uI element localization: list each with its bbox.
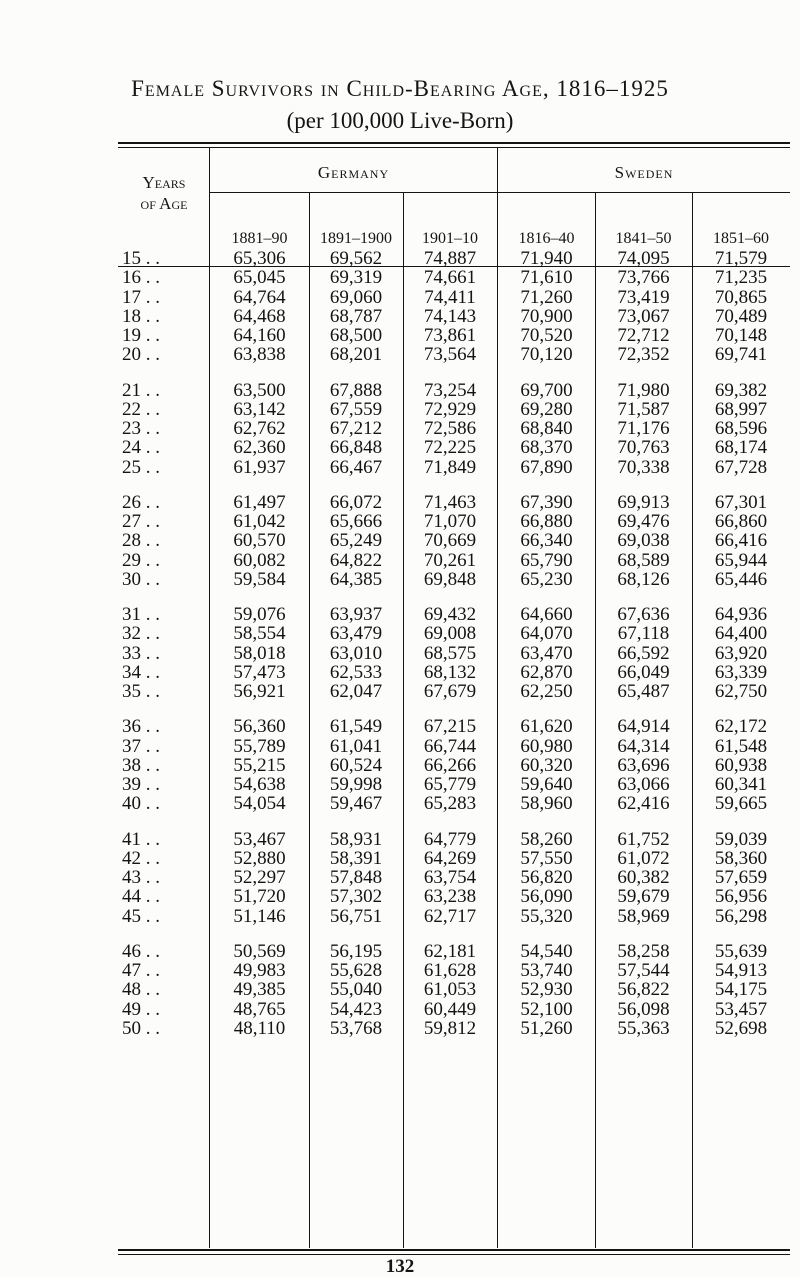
age-cell: 28 . . — [122, 530, 160, 552]
age-cell: 40 . . — [122, 793, 160, 815]
value-cell: 56,751 — [329, 905, 383, 927]
age-cell: 48 . . — [122, 979, 160, 1001]
period-header: 1816–40 — [518, 230, 575, 247]
age-cell: 36 . . — [122, 716, 160, 738]
value-cell: 64,400 — [714, 623, 768, 645]
age-cell: 24 . . — [122, 437, 160, 459]
sweden-header: Sweden — [614, 163, 674, 182]
value-cell: 68,126 — [617, 568, 670, 590]
age-cell: 27 . . — [122, 511, 160, 532]
page-title: Female Survivors in Child-Bearing Age, 1816–1925 — [131, 76, 669, 101]
value-cell: 65,666 — [329, 511, 383, 532]
value-cell: 60,341 — [714, 774, 768, 795]
age-cell: 30 . . — [122, 568, 160, 590]
age-cell: 42 . . — [122, 847, 160, 869]
age-cell: 43 . . — [122, 867, 160, 888]
value-cell: 49,385 — [233, 979, 286, 1001]
value-cell: 62,181 — [423, 940, 477, 962]
age-cell: 49 . . — [122, 998, 160, 1020]
value-cell: 64,914 — [617, 716, 670, 738]
value-cell: 59,665 — [714, 793, 768, 815]
value-cell: 56,298 — [714, 905, 768, 927]
age-cell: 21 . . — [122, 379, 160, 401]
value-cell: 62,533 — [329, 661, 383, 683]
value-cell: 57,544 — [617, 960, 670, 981]
value-cell: 53,457 — [714, 998, 768, 1020]
value-cell: 67,215 — [423, 716, 477, 738]
value-cell: 68,174 — [714, 437, 768, 459]
value-cell: 72,712 — [617, 325, 670, 346]
value-cell: 63,142 — [233, 398, 286, 420]
value-cell: 55,040 — [329, 979, 383, 1001]
value-cell: 60,382 — [617, 867, 670, 888]
age-cell: 16 . . — [122, 267, 160, 289]
value-cell: 69,319 — [329, 267, 383, 289]
value-cell: 63,500 — [233, 379, 286, 401]
value-cell: 68,500 — [329, 325, 383, 346]
value-cell: 69,562 — [329, 248, 383, 269]
value-cell: 60,980 — [520, 735, 573, 757]
value-cell: 60,082 — [233, 549, 286, 571]
value-cell: 69,038 — [617, 530, 670, 552]
page-number: 132 — [385, 1256, 415, 1277]
age-cell: 29 . . — [122, 549, 160, 571]
value-cell: 71,176 — [617, 418, 670, 439]
value-cell: 61,549 — [329, 716, 383, 738]
age-cell: 44 . . — [122, 886, 160, 908]
value-cell: 48,110 — [233, 1017, 286, 1039]
table-row — [0, 344, 800, 366]
value-cell: 55,363 — [617, 1017, 670, 1039]
value-cell: 64,660 — [520, 604, 573, 625]
value-cell: 69,280 — [520, 398, 573, 420]
value-cell: 59,584 — [233, 568, 286, 590]
age-cell: 46 . . — [122, 940, 160, 962]
value-cell: 58,960 — [520, 793, 573, 815]
period-header: 1901–10 — [422, 230, 478, 247]
value-cell: 56,098 — [617, 998, 670, 1020]
value-cell: 63,010 — [329, 642, 383, 664]
value-cell: 63,754 — [423, 867, 477, 888]
value-cell: 65,306 — [233, 248, 286, 269]
value-cell: 67,212 — [329, 418, 383, 439]
value-cell: 53,467 — [233, 828, 286, 850]
value-cell: 63,066 — [617, 774, 670, 795]
table-top-rule-thin — [118, 147, 790, 148]
value-cell: 57,302 — [329, 886, 383, 908]
value-cell: 65,790 — [520, 549, 573, 571]
value-cell: 62,250 — [520, 681, 573, 702]
value-cell: 65,446 — [714, 568, 768, 590]
value-cell: 70,148 — [714, 325, 768, 346]
value-cell: 73,419 — [617, 286, 670, 308]
value-cell: 70,669 — [423, 530, 477, 552]
value-cell: 74,887 — [423, 248, 477, 269]
table-row — [0, 1018, 800, 1040]
value-cell: 62,750 — [714, 681, 768, 702]
value-cell: 74,411 — [424, 286, 476, 308]
value-cell: 61,041 — [329, 735, 383, 757]
value-cell: 63,238 — [423, 886, 477, 908]
value-cell: 71,940 — [520, 248, 573, 269]
value-cell: 69,008 — [423, 623, 477, 645]
value-cell: 73,067 — [617, 305, 670, 327]
value-cell: 66,880 — [520, 511, 573, 532]
value-cell: 64,764 — [233, 286, 286, 308]
value-cell: 67,559 — [329, 398, 383, 420]
value-cell: 66,072 — [329, 491, 383, 513]
value-cell: 60,938 — [714, 754, 768, 776]
value-cell: 51,720 — [233, 886, 286, 908]
value-cell: 67,636 — [617, 604, 670, 625]
value-cell: 55,215 — [233, 754, 286, 776]
value-cell: 66,049 — [617, 661, 670, 683]
value-cell: 66,744 — [423, 735, 477, 757]
value-cell: 71,070 — [423, 511, 477, 532]
value-cell: 63,479 — [329, 623, 383, 645]
value-cell: 68,787 — [329, 305, 383, 327]
value-cell: 52,297 — [233, 867, 286, 888]
page-subtitle: (per 100,000 Live-Born) — [286, 108, 514, 133]
value-cell: 67,390 — [520, 491, 573, 513]
value-cell: 70,338 — [617, 456, 670, 478]
age-cell: 47 . . — [122, 960, 160, 981]
period-header: 1881–90 — [231, 230, 288, 247]
table-row — [0, 906, 800, 928]
value-cell: 66,848 — [329, 437, 383, 459]
value-cell: 71,610 — [520, 267, 573, 289]
value-cell: 60,320 — [520, 754, 573, 776]
value-cell: 70,261 — [423, 549, 477, 571]
age-cell: 19 . . — [122, 325, 160, 346]
value-cell: 59,812 — [423, 1017, 477, 1039]
value-cell: 58,018 — [233, 642, 286, 664]
value-cell: 55,639 — [714, 940, 768, 962]
value-cell: 70,489 — [714, 305, 768, 327]
value-cell: 72,352 — [617, 344, 670, 366]
period-header: 1851–60 — [713, 230, 769, 247]
table-top-rule — [118, 142, 790, 144]
value-cell: 59,640 — [520, 774, 573, 795]
value-cell: 70,120 — [520, 344, 573, 366]
value-cell: 70,900 — [520, 305, 573, 327]
age-cell: 50 . . — [122, 1017, 160, 1039]
value-cell: 57,550 — [520, 847, 573, 869]
value-cell: 67,728 — [714, 456, 768, 478]
value-cell: 68,132 — [423, 661, 477, 683]
value-cell: 64,160 — [233, 325, 286, 346]
value-cell: 69,700 — [520, 379, 573, 401]
value-cell: 56,360 — [233, 716, 286, 738]
value-cell: 61,497 — [233, 491, 286, 513]
value-cell: 68,596 — [714, 418, 768, 439]
age-cell: 35 . . — [122, 681, 160, 702]
table-row — [0, 681, 800, 703]
table-bottom-rule — [118, 1249, 790, 1251]
value-cell: 58,360 — [714, 847, 768, 869]
age-cell: 41 . . — [122, 828, 160, 850]
age-cell: 20 . . — [122, 344, 160, 366]
germany-header-rule — [210, 192, 497, 193]
years-of-age-header: Years of Age — [140, 173, 188, 213]
value-cell: 61,937 — [233, 456, 286, 478]
value-cell: 62,360 — [233, 437, 286, 459]
value-cell: 60,524 — [329, 754, 383, 776]
value-cell: 67,890 — [520, 456, 573, 478]
value-cell: 61,053 — [423, 979, 477, 1001]
value-cell: 66,416 — [714, 530, 768, 552]
value-cell: 68,575 — [423, 642, 477, 664]
value-cell: 67,118 — [617, 623, 670, 645]
value-cell: 65,779 — [423, 774, 477, 795]
value-cell: 68,997 — [714, 398, 768, 420]
value-cell: 68,370 — [520, 437, 573, 459]
age-cell: 38 . . — [122, 754, 160, 776]
table-row — [0, 457, 800, 479]
value-cell: 67,679 — [423, 681, 477, 702]
table-bottom-rule-thin — [118, 1254, 790, 1255]
age-cell: 22 . . — [122, 398, 160, 420]
value-cell: 70,763 — [617, 437, 670, 459]
value-cell: 65,487 — [617, 681, 670, 702]
value-cell: 71,579 — [714, 248, 768, 269]
value-cell: 51,146 — [233, 905, 286, 927]
value-cell: 57,848 — [329, 867, 383, 888]
value-cell: 50,569 — [233, 940, 286, 962]
age-cell: 23 . . — [122, 418, 160, 439]
value-cell: 71,587 — [617, 398, 670, 420]
value-cell: 55,320 — [520, 905, 573, 927]
age-cell: 34 . . — [122, 661, 160, 683]
period-header: 1841–50 — [615, 230, 672, 247]
value-cell: 62,762 — [233, 418, 286, 439]
value-cell: 53,768 — [329, 1017, 383, 1039]
value-cell: 73,254 — [423, 379, 477, 401]
value-cell: 72,225 — [423, 437, 477, 459]
value-cell: 56,820 — [520, 867, 573, 888]
value-cell: 73,766 — [617, 267, 670, 289]
value-cell: 58,260 — [520, 828, 573, 850]
value-cell: 67,888 — [329, 379, 383, 401]
age-cell: 15 . . — [122, 248, 160, 269]
value-cell: 54,638 — [233, 774, 286, 795]
value-cell: 69,476 — [617, 511, 670, 532]
value-cell: 60,449 — [423, 998, 477, 1020]
value-cell: 64,269 — [423, 847, 477, 869]
age-cell: 17 . . — [122, 286, 160, 308]
value-cell: 62,172 — [714, 716, 768, 738]
value-cell: 63,920 — [714, 642, 768, 664]
age-cell: 33 . . — [122, 642, 160, 664]
value-cell: 52,880 — [233, 847, 286, 869]
value-cell: 61,072 — [617, 847, 670, 869]
value-cell: 57,659 — [714, 867, 768, 888]
value-cell: 67,301 — [714, 491, 768, 513]
value-cell: 62,416 — [617, 793, 670, 815]
value-cell: 61,548 — [714, 735, 768, 757]
value-cell: 49,983 — [233, 960, 286, 981]
value-cell: 70,865 — [714, 286, 768, 308]
value-cell: 63,838 — [233, 344, 286, 366]
value-cell: 66,860 — [714, 511, 768, 532]
value-cell: 54,175 — [714, 979, 768, 1001]
value-cell: 63,470 — [520, 642, 573, 664]
value-cell: 63,937 — [329, 604, 383, 625]
value-cell: 66,266 — [423, 754, 477, 776]
age-cell: 37 . . — [122, 735, 160, 757]
value-cell: 59,679 — [617, 886, 670, 908]
value-cell: 68,589 — [617, 549, 670, 571]
age-cell: 26 . . — [122, 491, 160, 513]
value-cell: 57,473 — [233, 661, 286, 683]
value-cell: 62,047 — [329, 681, 383, 702]
value-cell: 69,741 — [714, 344, 768, 366]
value-cell: 59,998 — [329, 774, 383, 795]
value-cell: 54,054 — [233, 793, 286, 815]
value-cell: 65,249 — [329, 530, 383, 552]
value-cell: 65,045 — [233, 267, 286, 289]
value-cell: 52,930 — [520, 979, 573, 1001]
value-cell: 73,564 — [423, 344, 477, 366]
value-cell: 62,870 — [520, 661, 573, 683]
value-cell: 66,467 — [329, 456, 383, 478]
value-cell: 56,822 — [617, 979, 670, 1001]
value-cell: 71,260 — [520, 286, 573, 308]
table-row — [0, 793, 800, 815]
value-cell: 58,258 — [617, 940, 670, 962]
age-cell: 39 . . — [122, 774, 160, 795]
value-cell: 61,752 — [617, 828, 670, 850]
value-cell: 64,385 — [329, 568, 383, 590]
value-cell: 56,195 — [329, 940, 383, 962]
value-cell: 58,391 — [329, 847, 383, 869]
value-cell: 56,956 — [714, 886, 768, 908]
value-cell: 62,717 — [423, 905, 477, 927]
value-cell: 68,201 — [329, 344, 383, 366]
value-cell: 54,913 — [714, 960, 768, 981]
value-cell: 69,382 — [714, 379, 768, 401]
value-cell: 52,698 — [714, 1017, 768, 1039]
value-cell: 64,468 — [233, 305, 286, 327]
value-cell: 65,230 — [520, 568, 573, 590]
value-cell: 58,554 — [233, 623, 286, 645]
value-cell: 66,592 — [617, 642, 670, 664]
value-cell: 69,848 — [423, 568, 477, 590]
value-cell: 52,100 — [520, 998, 573, 1020]
value-cell: 59,039 — [714, 828, 768, 850]
value-cell: 61,620 — [520, 716, 573, 738]
value-cell: 71,980 — [617, 379, 670, 401]
period-header: 1891–1900 — [320, 230, 392, 247]
value-cell: 66,340 — [520, 530, 573, 552]
value-cell: 70,520 — [520, 325, 573, 346]
value-cell: 72,929 — [423, 398, 477, 420]
value-cell: 65,944 — [714, 549, 768, 571]
value-cell: 68,840 — [520, 418, 573, 439]
value-cell: 55,789 — [233, 735, 286, 757]
age-cell: 25 . . — [122, 456, 160, 478]
value-cell: 71,849 — [423, 456, 477, 478]
age-cell: 18 . . — [122, 305, 160, 327]
value-cell: 64,070 — [520, 623, 573, 645]
value-cell: 48,765 — [233, 998, 286, 1020]
value-cell: 63,339 — [714, 661, 768, 683]
value-cell: 69,913 — [617, 491, 670, 513]
value-cell: 74,143 — [423, 305, 477, 327]
table-row — [0, 569, 800, 591]
age-cell: 31 . . — [122, 604, 160, 625]
value-cell: 56,090 — [520, 886, 573, 908]
value-cell: 63,696 — [617, 754, 670, 776]
value-cell: 54,540 — [520, 940, 573, 962]
value-cell: 61,042 — [233, 511, 286, 532]
value-cell: 58,931 — [329, 828, 383, 850]
value-cell: 60,570 — [233, 530, 286, 552]
value-cell: 64,822 — [329, 549, 383, 571]
value-cell: 71,235 — [714, 267, 768, 289]
value-cell: 55,628 — [329, 960, 383, 981]
value-cell: 58,969 — [617, 905, 670, 927]
germany-header: Germany — [317, 163, 390, 182]
age-cell: 45 . . — [122, 905, 160, 927]
value-cell: 74,095 — [617, 248, 670, 269]
value-cell: 54,423 — [329, 998, 383, 1020]
value-cell: 56,921 — [233, 681, 286, 702]
value-cell: 71,463 — [423, 491, 477, 513]
value-cell: 69,060 — [329, 286, 383, 308]
value-cell: 53,740 — [520, 960, 573, 981]
value-cell: 51,260 — [520, 1017, 573, 1039]
value-cell: 64,936 — [714, 604, 768, 625]
value-cell: 61,628 — [423, 960, 477, 981]
age-cell: 32 . . — [122, 623, 160, 645]
value-cell: 59,076 — [233, 604, 286, 625]
value-cell: 73,861 — [423, 325, 477, 346]
value-cell: 65,283 — [423, 793, 477, 815]
sweden-header-rule — [498, 192, 790, 193]
value-cell: 69,432 — [423, 604, 477, 625]
value-cell: 64,314 — [617, 735, 670, 757]
value-cell: 59,467 — [329, 793, 383, 815]
value-cell: 74,661 — [423, 267, 477, 289]
value-cell: 72,586 — [423, 418, 477, 439]
value-cell: 64,779 — [423, 828, 477, 850]
